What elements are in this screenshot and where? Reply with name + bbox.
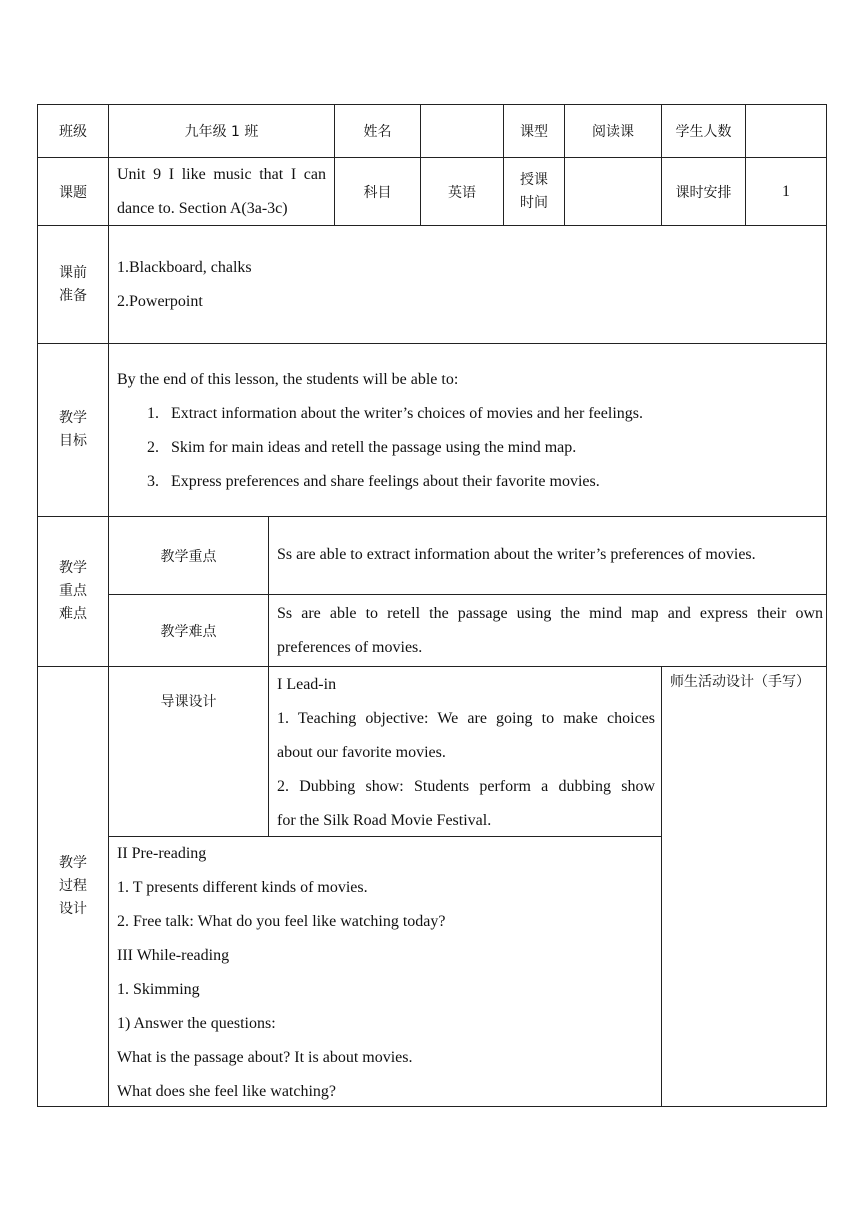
key-difficult-points-label — [37, 516, 109, 667]
objective-text: Skim for main ideas and retell the passage using the mind map. — [171, 439, 577, 456]
difficult-points-content — [268, 594, 827, 667]
process-line: What is the passage about? It is about movies. — [117, 1049, 413, 1066]
topic-label: 课题 — [37, 157, 109, 226]
teacher-student-notes — [661, 666, 827, 1107]
difficult-points-line-1: Ss are able to retell the passage using the mind map and express their own — [277, 605, 823, 622]
class-hours-value: 1 — [745, 157, 827, 226]
objective-text: Express preferences and share feelings about their favorite movies. — [171, 473, 600, 490]
process-label-1: 教学 — [59, 855, 87, 871]
process-design-label — [37, 666, 109, 1107]
objectives-label-2: 目标 — [59, 433, 87, 449]
teaching-time-label-1: 授课 — [520, 171, 548, 188]
subject-value: 英语 — [420, 157, 504, 226]
student-count-label: 学生人数 — [661, 104, 746, 158]
process-line: II Pre-reading — [117, 845, 207, 862]
difficult-points-label: 教学难点 — [108, 594, 269, 667]
objectives-content — [108, 343, 827, 517]
process-label-2: 过程 — [59, 878, 87, 894]
class-value: 九年级 1 班 — [108, 104, 335, 158]
preparation-label-1: 课前 — [59, 264, 87, 281]
objective-item — [147, 405, 826, 423]
class-label: 班级 — [37, 104, 109, 158]
objective-item — [147, 473, 826, 491]
key-points-content — [268, 516, 827, 595]
preparation-item: 1.Blackboard, chalks — [117, 259, 252, 276]
teaching-time-label — [503, 157, 565, 226]
objective-number: 1. — [147, 405, 159, 422]
difficult-points-line-2: preferences of movies. — [277, 639, 423, 656]
topic-line-1: Unit 9 I like music that I can — [117, 166, 326, 183]
teaching-time-label-2: 时间 — [520, 194, 548, 211]
preparation-label-2: 准备 — [59, 287, 87, 304]
key-difficult-label-1: 教学 — [59, 560, 87, 576]
process-body — [108, 836, 662, 1107]
teaching-time-value — [564, 157, 662, 226]
topic-line-2: dance to. Section A(3a-3c) — [117, 200, 288, 217]
key-points-text: Ss are able to extract information about the writer’s preferences of movies. — [277, 546, 756, 563]
objectives-label-1: 教学 — [59, 410, 87, 426]
process-line: 1. T presents different kinds of movies. — [117, 879, 368, 896]
process-line: What does she feel like watching? — [117, 1083, 337, 1100]
lesson-type-value: 阅读课 — [564, 104, 662, 158]
subject-label: 科目 — [334, 157, 421, 226]
lead-in-line: 2. Dubbing show: Students perform a dubbing show — [277, 778, 655, 795]
process-line: III While-reading — [117, 947, 230, 964]
preparation-content — [108, 225, 827, 344]
process-label-3: 设计 — [59, 901, 87, 917]
lead-in-content — [268, 666, 662, 837]
lead-in-line: for the Silk Road Movie Festival. — [277, 812, 492, 829]
lesson-plan-table — [37, 104, 827, 1107]
objective-number: 3. — [147, 473, 159, 490]
name-value — [420, 104, 504, 158]
process-line: 1) Answer the questions: — [117, 1015, 276, 1032]
objective-text: Extract information about the writer’s choices of movies and her feelings. — [171, 405, 643, 422]
objective-number: 2. — [147, 439, 159, 456]
process-line: 1. Skimming — [117, 981, 200, 998]
lead-in-line: about our favorite movies. — [277, 744, 446, 761]
lead-in-design-label — [108, 666, 269, 837]
student-count-value — [745, 104, 827, 158]
process-line: 2. Free talk: What do you feel like watching today? — [117, 913, 446, 930]
preparation-item: 2.Powerpoint — [117, 293, 203, 310]
objective-item — [147, 439, 826, 457]
lead-in-line: I Lead-in — [277, 676, 337, 693]
lead-in-line: 1. Teaching objective: We are going to make choices — [277, 710, 655, 727]
preparation-label — [37, 225, 109, 344]
topic-value — [108, 157, 335, 226]
key-points-label: 教学重点 — [108, 516, 269, 595]
key-difficult-label-3: 难点 — [59, 606, 87, 622]
name-label: 姓名 — [334, 104, 421, 158]
objectives-label — [37, 343, 109, 517]
teacher-student-notes-label: 师生活动设计（手写） — [670, 674, 810, 690]
key-difficult-label-2: 重点 — [59, 583, 87, 599]
objectives-intro: By the end of this lesson, the students will be able to: — [117, 371, 459, 388]
class-hours-label: 课时安排 — [661, 157, 746, 226]
lead-in-design-text: 导课设计 — [160, 694, 217, 710]
lesson-type-label: 课型 — [503, 104, 565, 158]
